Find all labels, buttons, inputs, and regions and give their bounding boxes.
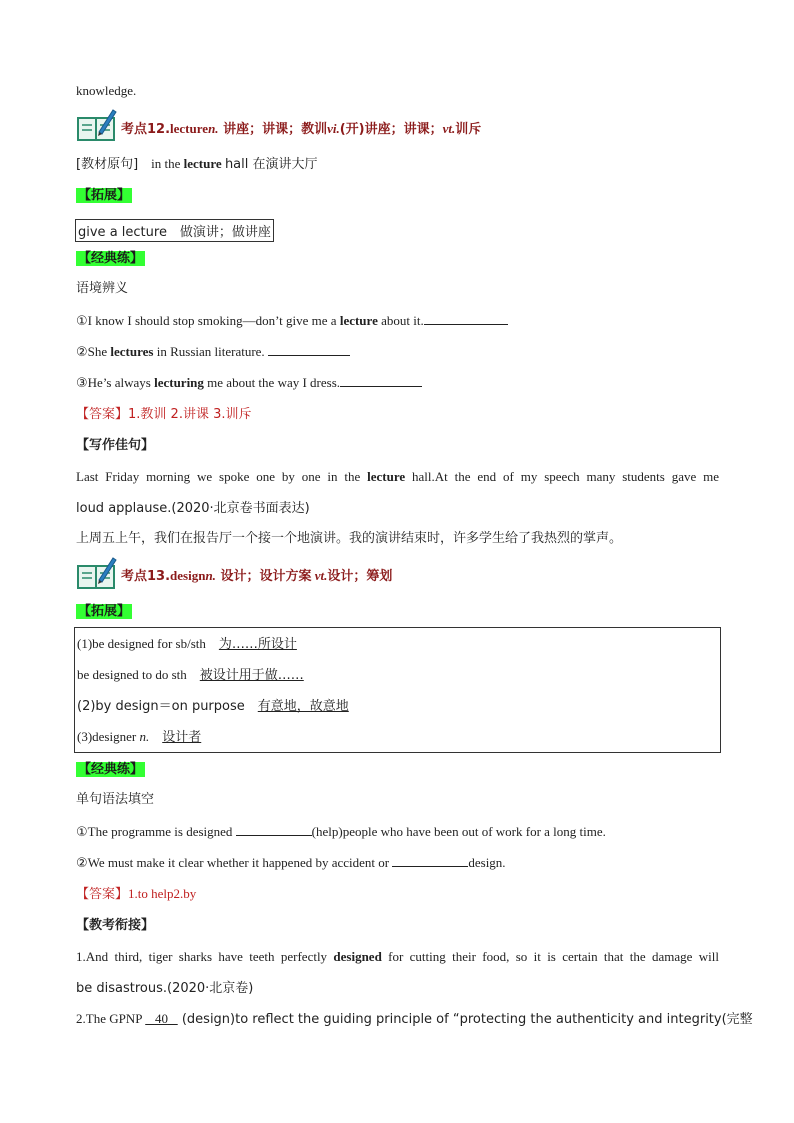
kp12-practice-type: 语境辨义 <box>76 281 129 296</box>
kp12-writing-line-2: loud applause.(2020·北京卷书面表达) <box>76 501 310 516</box>
answer-blank[interactable] <box>268 343 350 356</box>
exam-sentence-1-line-1: 1.And third, tiger sharks have teeth perfectly designed for cutting their food, so it is certain that the damage will <box>76 949 719 964</box>
kp12-practice-label: 【经典练】 <box>78 251 144 266</box>
kp12-source-sentence: [教材原句] in the lecture hall 在演讲大厅 <box>76 156 318 172</box>
kp13-exam-label: 【教考衔接】 <box>76 918 155 933</box>
expand-row-4: (3)designer n. 设计者 <box>77 729 202 745</box>
kp12-title: 考点12.lecturen. 讲座；讲课；教训vi.(开)讲座；讲课；vt.训斥 <box>121 121 482 137</box>
kp12-expand-label: 【拓展】 <box>78 188 131 203</box>
kp13-answer: 【答案】1.to help2.by <box>76 886 197 902</box>
kp12-writing-label: 【写作佳句】 <box>76 438 155 453</box>
kp12-writing-line-1: Last Friday morning we spoke one by one in the lecture hall.At the end of my speech many students gave me <box>76 469 719 484</box>
kp12-item-3: ③He’s always lecturing me about the way I dress. <box>76 374 422 393</box>
kp12-expand-box: give a lecture 做演讲；做讲座 <box>75 219 274 242</box>
kp13-practice-label: 【经典练】 <box>78 762 144 777</box>
expand-row-2: be designed to do sth 被设计用于做…… <box>77 667 304 683</box>
kp12-item-2: ②She lectures in Russian literature. <box>76 343 350 362</box>
expand-row-3: (2)by design＝on purpose 有意地，故意地 <box>77 699 349 714</box>
continued-text: knowledge. <box>76 83 137 98</box>
expand-row-1: (1)be designed for sb/sth 为……所设计 <box>77 636 297 652</box>
exam-sentence-1-line-2: be disastrous.(2020·北京卷) <box>76 981 254 996</box>
answer-blank[interactable] <box>340 374 422 387</box>
exam-sentence-2: 2.The GPNP 40 (design)to reflect the guiding principle of “protecting the authenticity and integrity(完整 <box>76 1011 753 1027</box>
kp13-expand-label: 【拓展】 <box>78 604 131 619</box>
kp13-item-1: ①The programme is designed (help)people who have been out of work for a long time. <box>76 824 606 840</box>
kp13-item-2: ②We must make it clear whether it happened by accident or design. <box>76 855 506 871</box>
kp12-answer: 【答案】1.教训 2.讲课 3.训斥 <box>76 407 252 422</box>
answer-blank[interactable] <box>392 854 468 867</box>
kp12-item-1: ①I know I should stop smoking—don’t give me a lecture about it. <box>76 312 508 331</box>
kp13-practice-type: 单句语法填空 <box>76 792 155 807</box>
answer-blank[interactable] <box>424 312 508 325</box>
kp13-expand-box <box>74 627 721 753</box>
kp13-title: 考点13.designn. 设计；设计方案 vt.设计；筹划 <box>121 568 393 584</box>
book-pencil-icon <box>77 108 117 142</box>
book-pencil-icon <box>77 556 117 590</box>
answer-blank[interactable] <box>236 823 312 836</box>
kp12-writing-translation: 上周五上午，我们在报告厅一个接一个地演讲。我的演讲结束时，许多学生给了我热烈的掌声。 <box>76 531 623 546</box>
